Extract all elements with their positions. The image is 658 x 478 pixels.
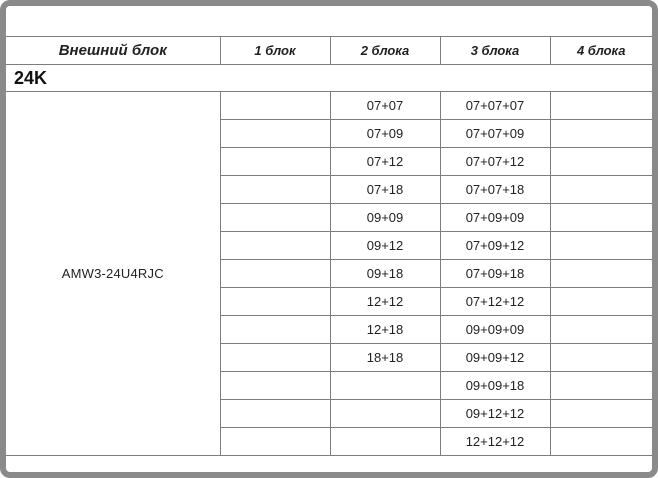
- group-label: 24K: [6, 65, 652, 92]
- cell-3-blocks: 07+07+12: [440, 148, 550, 176]
- cell-4-blocks: [550, 232, 652, 260]
- cell-2-blocks: [330, 400, 440, 428]
- cell-2-blocks: 07+18: [330, 176, 440, 204]
- cell-2-blocks: 09+12: [330, 232, 440, 260]
- cell-2-blocks: 07+09: [330, 120, 440, 148]
- cell-1-block: [220, 372, 330, 400]
- column-header-1-block: 1 блок: [220, 37, 330, 65]
- cell-3-blocks: 09+09+09: [440, 316, 550, 344]
- cell-1-block: [220, 204, 330, 232]
- cell-4-blocks: [550, 316, 652, 344]
- cell-4-blocks: [550, 120, 652, 148]
- table-header: [6, 37, 652, 65]
- cell-2-blocks: 07+07: [330, 92, 440, 120]
- cell-3-blocks: 07+07+18: [440, 176, 550, 204]
- cell-2-blocks: 18+18: [330, 344, 440, 372]
- cell-3-blocks: 07+07+07: [440, 92, 550, 120]
- combination-table-container: [6, 36, 652, 456]
- cell-4-blocks: [550, 92, 652, 120]
- model-name-cell: AMW3-24U4RJC: [6, 92, 220, 456]
- column-header-2-blocks: 2 блока: [330, 37, 440, 65]
- cell-2-blocks: 07+12: [330, 148, 440, 176]
- cell-1-block: [220, 260, 330, 288]
- cell-1-block: [220, 92, 330, 120]
- table-body: [6, 65, 652, 456]
- cell-4-blocks: [550, 148, 652, 176]
- cell-4-blocks: [550, 372, 652, 400]
- cell-2-blocks: [330, 428, 440, 456]
- cell-3-blocks: 07+12+12: [440, 288, 550, 316]
- table-header-row: [6, 37, 652, 65]
- cell-4-blocks: [550, 288, 652, 316]
- cell-3-blocks: 09+09+18: [440, 372, 550, 400]
- column-header-3-blocks: 3 блока: [440, 37, 550, 65]
- cell-2-blocks: 12+12: [330, 288, 440, 316]
- cell-4-blocks: [550, 428, 652, 456]
- table-row: [6, 92, 652, 120]
- cell-1-block: [220, 400, 330, 428]
- cell-1-block: [220, 344, 330, 372]
- cell-4-blocks: [550, 400, 652, 428]
- cell-2-blocks: 09+18: [330, 260, 440, 288]
- cell-1-block: [220, 288, 330, 316]
- cell-1-block: [220, 428, 330, 456]
- cell-2-blocks: 09+09: [330, 204, 440, 232]
- cell-2-blocks: [330, 372, 440, 400]
- cell-3-blocks: 09+12+12: [440, 400, 550, 428]
- page-top-margin: [6, 6, 652, 36]
- cell-3-blocks: 07+07+09: [440, 120, 550, 148]
- cell-1-block: [220, 176, 330, 204]
- cell-1-block: [220, 148, 330, 176]
- cell-3-blocks: 07+09+12: [440, 232, 550, 260]
- cell-2-blocks: 12+18: [330, 316, 440, 344]
- cell-1-block: [220, 120, 330, 148]
- cell-3-blocks: 12+12+12: [440, 428, 550, 456]
- cell-4-blocks: [550, 176, 652, 204]
- group-row-24k: [6, 65, 652, 92]
- cell-3-blocks: 09+09+12: [440, 344, 550, 372]
- cell-3-blocks: 07+09+18: [440, 260, 550, 288]
- column-header-outdoor-unit: Внешний блок: [6, 37, 220, 65]
- cell-3-blocks: 07+09+09: [440, 204, 550, 232]
- combination-table: [6, 36, 652, 456]
- cell-4-blocks: [550, 204, 652, 232]
- cell-1-block: [220, 316, 330, 344]
- cell-4-blocks: [550, 344, 652, 372]
- column-header-4-blocks: 4 блока: [550, 37, 652, 65]
- cell-4-blocks: [550, 260, 652, 288]
- cell-1-block: [220, 232, 330, 260]
